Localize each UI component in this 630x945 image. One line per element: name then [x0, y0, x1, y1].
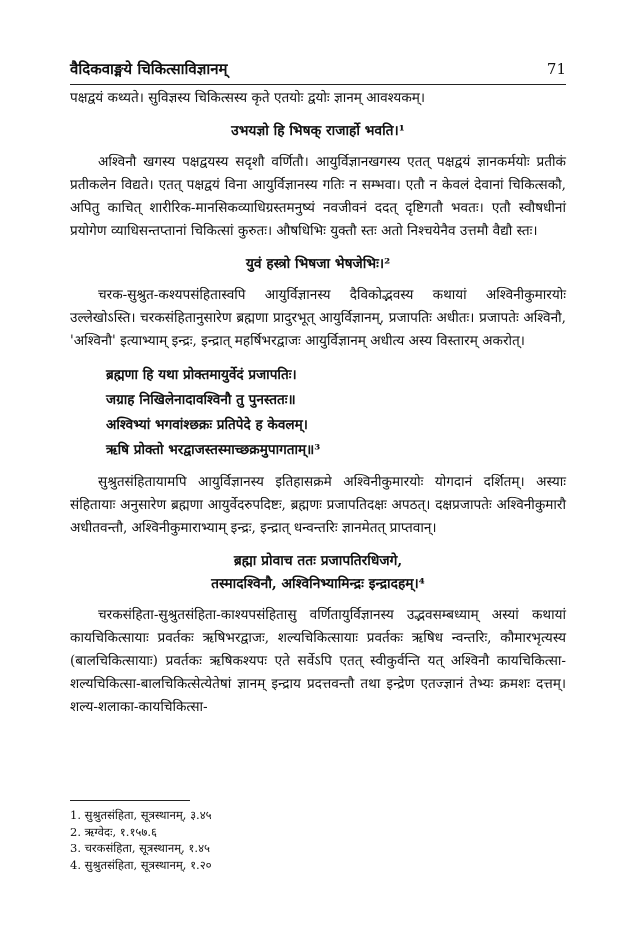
verse-block-2 [70, 550, 566, 596]
verse-line: ऋषि प्रोक्तो भरद्वाजस्तस्माच्छक्रमुपागताम्॥³ [106, 442, 321, 458]
paragraph-2: चरक-सुश्रुत-कश्यपसंहितास्वपि आयुर्विज्ञानस्य दैविकोद्भवस्य कथायां अश्विनीकुमारयोः उल्लेखोऽस्ति। चरकसंहितानुसारेण ब्रह्मणा प्रादुरभूत् आयुर्विज्ञानम्, प्रजापतिः अधीतः। प्रजापतेः अश्विनौ, 'अश्विनौ' इत्याभ्याम् इन्द्रः, इन्द्रात् महर्षिभरद्वाजः आयुर्विज्ञानम् अधीत्य अस्य विस्तारम् अकरोत्। [70, 287, 566, 349]
quote-heading-1: उभयज्ञो हि भिषक् राजार्हो भवति।¹ [231, 123, 405, 139]
verse-line: अश्विभ्यां भगवांश्छक्रः प्रतिपेदे ह केवलम्। [106, 417, 308, 433]
verse-line: जग्राह निखिलेनादावश्विनौ तु पुनस्ततः॥ [106, 392, 296, 408]
paragraph-4: चरकसंहिता-सुश्रुतसंहिता-काश्यपसंहितासु वर्णितायुर्विज्ञानस्य उद्भवसम्बध्याम् अस्यां कथायां कायचिकित्सायाः प्रवर्तकः ऋषिभरद्वाजः, शल्यचिकित्सायाः प्रवर्तकः ऋषिध न्वन्तरिः, कौमारभृत्यस्य (बालचिकित्सायाः) प्रवर्तकः ऋषिकश्यपः एते सर्वेऽपि एतत् स्वीकुर्वन्ति यत् अश्विनौ कायचिकित्सा-शल्यचिकित्सा-बालचिकित्सेत्येतेषां ज्ञानम् इन्द्राय प्रदत्तवन्तौ तथा इन्द्रेण एतज्ज्ञानं तेभ्यः क्रमशः दत्तम्। शल्य-शलाका-कायचिकित्सा- [70, 607, 566, 715]
running-header [70, 58, 566, 85]
verse-line: तस्मादश्विनौ, अश्विनिभ्यामिन्द्रः इन्द्रादहम्।⁴ [211, 576, 425, 592]
footnote-rule [70, 800, 190, 801]
running-title: वैदिकवाङ्मये चिकित्साविज्ञानम् [70, 60, 228, 78]
verse-line: ब्रह्मा प्रोवाच ततः प्रजापतिरधिजगे, [233, 553, 403, 569]
footnote: 1. सुश्रुतसंहिता, सूत्रस्थानम्, ३.४५ [70, 808, 212, 822]
footnote: 4. सुश्रुतसंहिता, सूत्रस्थानम्, १.२० [70, 857, 212, 872]
footnote: 2. ऋग्वेदः, १.१५७.६ [70, 824, 158, 839]
quote-heading-2: युवं हस्त्रो भिषजा भेषजेभिः।² [245, 256, 391, 272]
paragraph-1: अश्विनौ खगस्य पक्षद्वयस्य सदृशौ वर्णितौ। आयुर्विज्ञानखगस्य एतत् पक्षद्वयं ज्ञानकर्मयोः प्रतीकं प्रतीकलेन विद्यते। एतत् पक्षद्वयं विना आयुर्विज्ञानस्य गतिः न सम्भवा। एतौ न केवलं देवानां चिकित्सकौ, अपितु काचित् शारीरिक-मानसिकव्याधिग्रस्तमनुष्यं नवजीवनं ददत् दृष्टिगतौ भवतः। एतौ स्वौषधीनां प्रयोगेण व्याधिसन्तप्तानां चिकित्सां कुरुतः। औषधिभिः युक्तौ स्तः अतो निश्चयेनैव उत्तमौ वैद्यौ स्तः। [70, 154, 566, 239]
paragraph-0: पक्षद्वयं कथ्यते। सुविज्ञस्य चिकित्सस्य कृते एतयोः द्वयोः ज्ञानम् आवश्यकम्। [70, 90, 426, 106]
verse-line: ब्रह्मणा हि यथा प्रोक्तमायुर्वेदं प्रजापतिः। [106, 367, 297, 383]
footnote: 3. चरकसंहिता, सूत्रस्थानम्, १.४५ [70, 841, 211, 855]
page-number: 71 [546, 60, 566, 78]
footnotes [70, 800, 566, 873]
paragraph-3: सुश्रुतसंहितायामपि आयुर्विज्ञानस्य इतिहासक्रमे अश्विनीकुमारयोः योगदानं दर्शितम्। अस्याः संहितायाः अनुसारेण ब्रह्मणा आयुर्वेदरुपदिष्टः, ब्रह्मणः प्रजापतिदक्षः अपठत्। दक्षप्रजापतेः अश्विनीकुमारौ अधीतवन्तौ, अश्विनीकुमाराभ्याम् इन्द्रः, इन्द्रात् धन्वन्तरिः ज्ञानमेतत् प्राप्तवान्। [70, 474, 566, 536]
verse-block-1 [70, 363, 566, 463]
